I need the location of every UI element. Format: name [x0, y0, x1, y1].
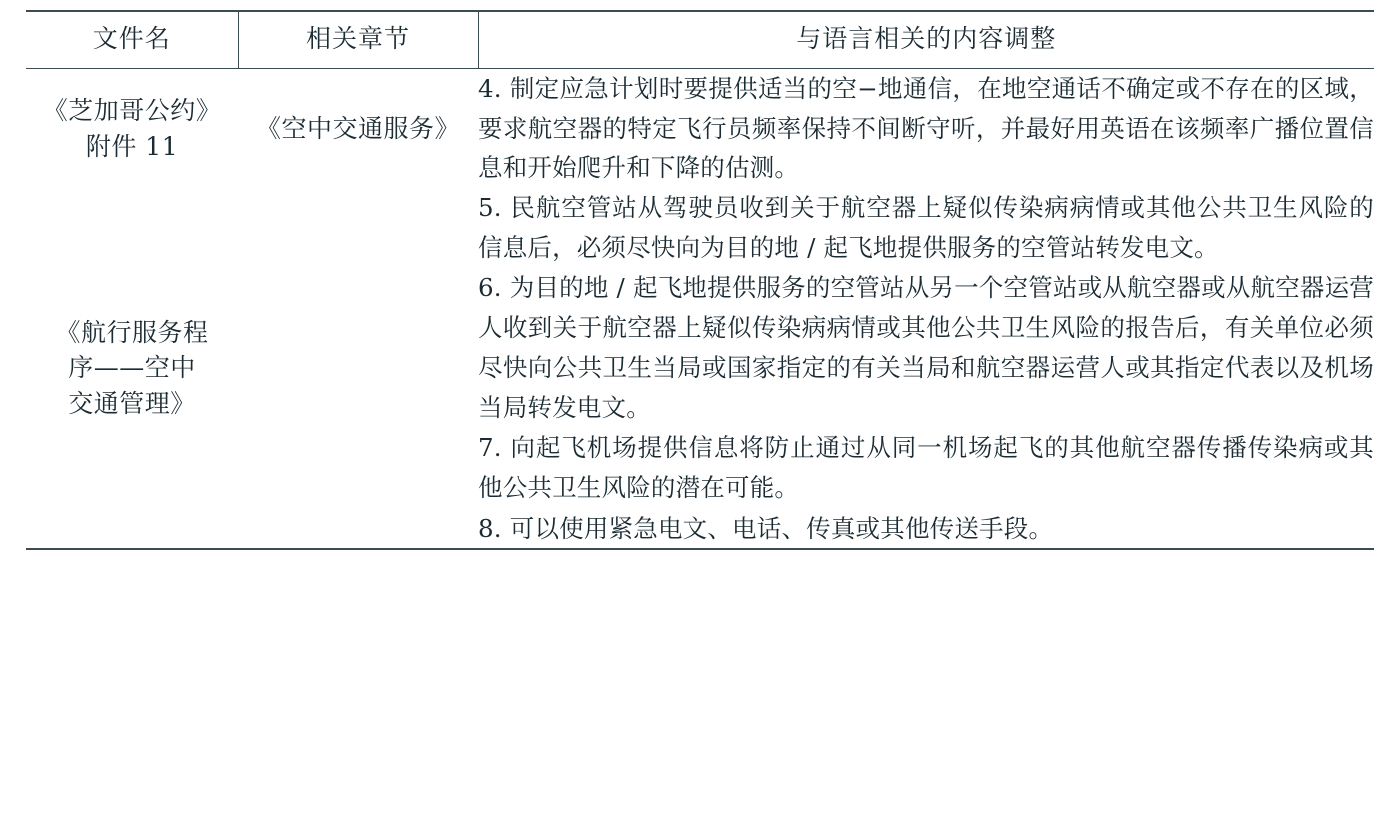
cell-file-name	[26, 188, 238, 549]
content-item: 8. 可以使用紧急电文、电话、传真或其他传送手段。	[478, 513, 1054, 543]
file-name-line: 《芝加哥公约》	[42, 96, 222, 126]
column-header-chapter: 相关章节	[238, 11, 478, 69]
cell-content-adjustment	[478, 188, 1374, 549]
content-item: 4. 制定应急计划时要提供适当的空−地通信，在地空通话不确定或不存在的区域，要求航空器的特定飞行员频率保持不间断守听，并最好用英语在该频率广播位置信息和开始爬升和下降的估测。	[478, 74, 1374, 183]
cell-chapter	[238, 69, 478, 189]
content-item: 6. 为目的地 / 起飞地提供服务的空管站从另一个空管站或从航空器或从航空器运营人收到关于航空器上疑似传染病病情或其他公共卫生风险的报告后，有关单位必须尽快向公共卫生当局或国家指定的有关当局和航空器运营人或其指定代表以及机场当局转发电文。	[478, 273, 1374, 422]
table-header	[26, 11, 1374, 69]
language-adjustment-table	[26, 10, 1374, 550]
table-body	[26, 69, 1374, 550]
chapter-line: 《空中交通服务》	[255, 113, 460, 143]
table-header-row	[26, 11, 1374, 69]
content-item: 5. 民航空管站从驾驶员收到关于航空器上疑似传染病病情或其他公共卫生风险的信息后，必须尽快向为目的地 / 起飞地提供服务的空管站转发电文。	[478, 193, 1374, 262]
table-row	[26, 188, 1374, 549]
table-row	[26, 69, 1374, 189]
file-name-line: 交通管理》	[68, 388, 196, 418]
file-name-line: 序——空中	[68, 353, 196, 383]
column-header-content-adjustment: 与语言相关的内容调整	[478, 11, 1374, 69]
cell-chapter	[238, 188, 478, 549]
column-header-file-name: 文件名	[26, 11, 238, 69]
cell-content-adjustment	[478, 69, 1374, 189]
file-name-line: 附件 11	[85, 131, 179, 161]
content-item: 7. 向起飞机场提供信息将防止通过从同一机场起飞的其他航空器传播传染病或其他公共卫生风险的潜在可能。	[478, 433, 1374, 502]
file-name-line: 《航行服务程	[55, 317, 209, 347]
cell-file-name	[26, 69, 238, 189]
